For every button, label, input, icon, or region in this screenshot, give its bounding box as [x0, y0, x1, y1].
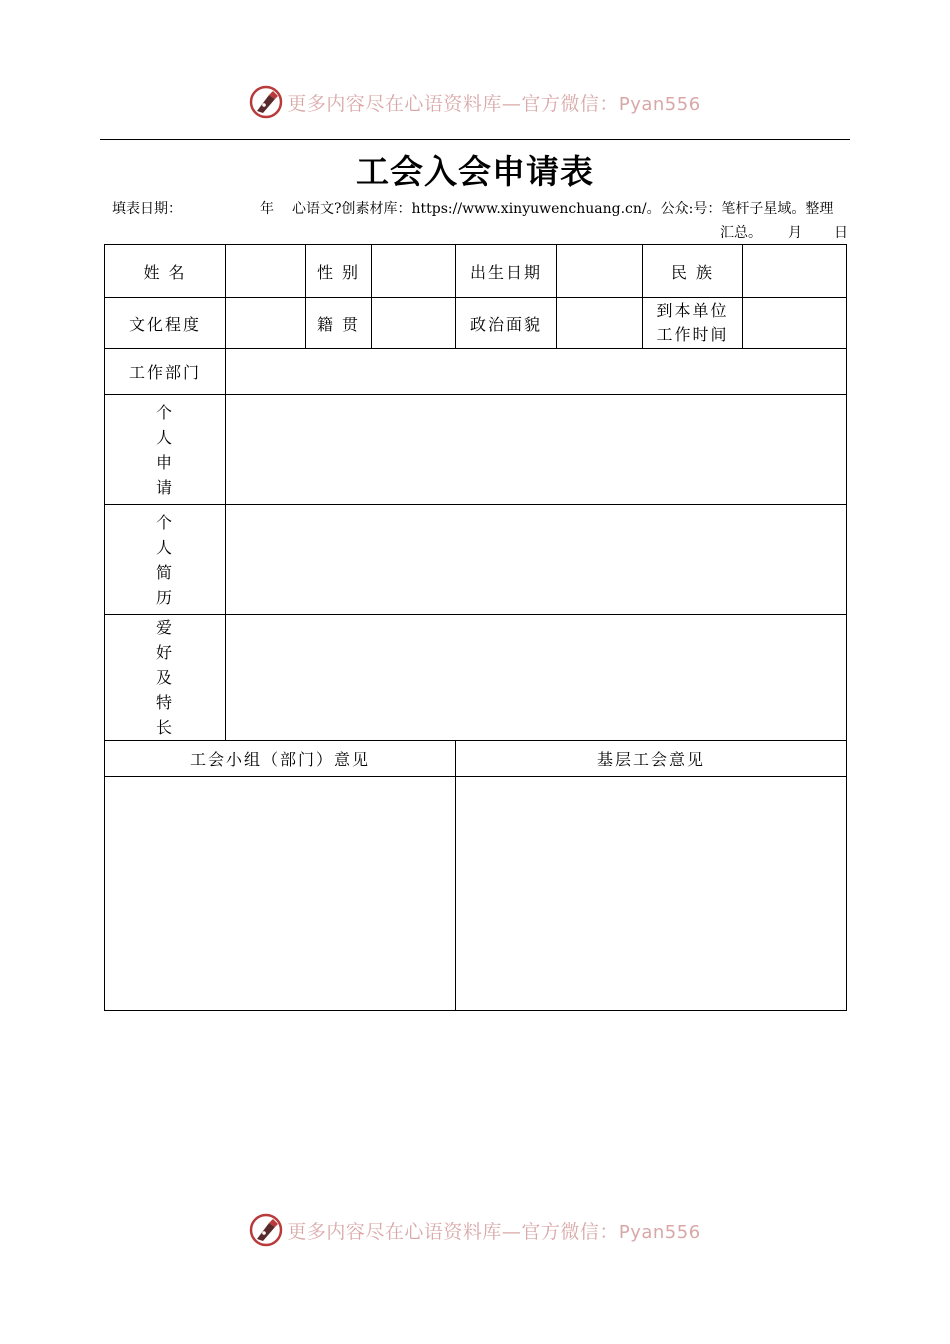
document-title: 工会入会申请表: [356, 152, 594, 191]
notice-text: 心语文?创素材库：https://www.xinyuwenchuang.cn/。公众:号：笔杆子星域。整理: [292, 201, 834, 217]
wechat-id: Pyan556: [618, 1221, 701, 1243]
education-label: 文化程度: [105, 298, 226, 349]
hobbies-label: 爱 好 及 特 长: [105, 615, 226, 741]
union-opinion-field[interactable]: [456, 777, 847, 1011]
pen-nib-icon: [249, 85, 283, 119]
name-field[interactable]: [226, 245, 306, 298]
fill-date-line-2: [720, 221, 848, 245]
birth-date-label: 出生日期: [456, 245, 557, 298]
department-field[interactable]: [226, 349, 847, 395]
watermark-text: 更多内容尽在心语资料库—官方微信：Pyan556: [287, 92, 701, 115]
resume-field[interactable]: [226, 505, 847, 615]
union-opinion-label: 基层工会意见: [456, 741, 847, 777]
application-field[interactable]: [226, 395, 847, 505]
day-label: 日: [834, 225, 848, 241]
watermark-text: 更多内容尽在心语资料库—官方微信：Pyan556: [287, 1220, 701, 1243]
year-label: 年: [260, 201, 274, 217]
join-time-label-line2: 工作时间: [656, 325, 729, 344]
table-row: [105, 349, 847, 395]
table-row: [105, 505, 847, 615]
department-label: 工作部门: [105, 349, 226, 395]
application-label: 个 人 申 请: [105, 395, 226, 505]
wechat-id: Pyan556: [618, 93, 701, 115]
fill-date-label: 填表日期：: [112, 201, 182, 217]
group-opinion-field[interactable]: [105, 777, 456, 1011]
birth-date-field[interactable]: [557, 245, 643, 298]
native-place-field[interactable]: [372, 298, 456, 349]
resume-label: 个 人 简 历: [105, 505, 226, 615]
notice-tail: 汇总。: [720, 225, 762, 241]
group-opinion-label: 工会小组（部门）意见: [105, 741, 456, 777]
ethnicity-label: 民 族: [643, 245, 743, 298]
gender-field[interactable]: [372, 245, 456, 298]
watermark-banner-bottom: [0, 1210, 950, 1250]
table-row: [105, 245, 847, 298]
watermark-banner-top: [0, 82, 950, 122]
native-place-label: 籍 贯: [306, 298, 372, 349]
name-label: 姓 名: [105, 245, 226, 298]
ethnicity-field[interactable]: [743, 245, 847, 298]
political-status-field[interactable]: [557, 298, 643, 349]
hobbies-field[interactable]: [226, 615, 847, 741]
fill-date-line: [112, 197, 854, 221]
table-row: [105, 741, 847, 777]
education-field[interactable]: [226, 298, 306, 349]
gender-label: 性 别: [306, 245, 372, 298]
table-row: [105, 395, 847, 505]
political-status-label: 政治面貌: [456, 298, 557, 349]
pen-nib-icon: [249, 1213, 283, 1247]
month-label: 月: [788, 225, 802, 241]
join-time-field[interactable]: [743, 298, 847, 349]
application-form-table: [104, 244, 847, 1011]
table-row: [105, 777, 847, 1011]
join-time-label: [643, 298, 743, 349]
table-row: [105, 615, 847, 741]
header-rule: [100, 139, 850, 140]
join-time-label-line1: 到本单位: [656, 301, 729, 320]
table-row: [105, 298, 847, 349]
